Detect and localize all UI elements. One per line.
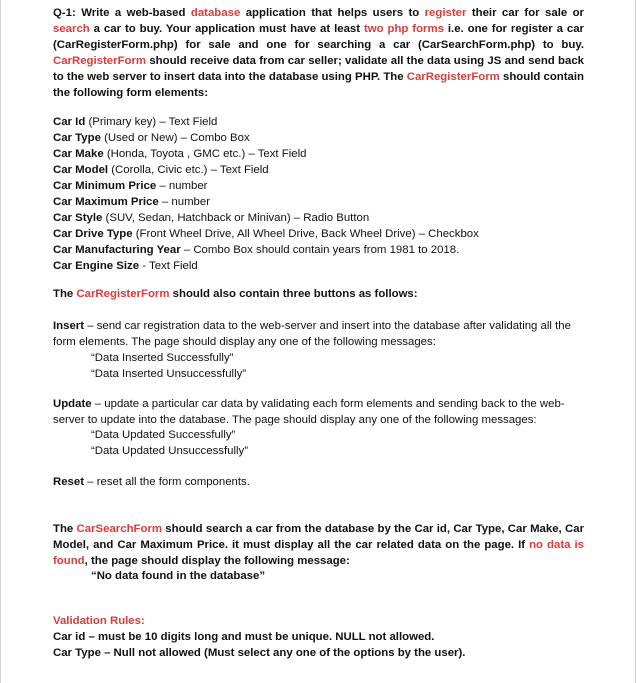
reset-label: Reset [53, 476, 85, 488]
question-text: their car for sale or [466, 7, 584, 19]
highlight-carregisterform: CarRegisterForm [76, 288, 170, 300]
update-messages [53, 427, 622, 459]
list-item: Car Id (Primary key) – Text Field [53, 116, 218, 128]
highlight-carsearchform: CarSearchForm [76, 523, 163, 535]
update-section [53, 396, 584, 428]
search-message [53, 568, 622, 584]
list-item: Car Minimum Price – number [53, 180, 208, 192]
question-text: Q-1: Write a web-based [53, 7, 191, 19]
highlight-search: search [53, 23, 90, 35]
insert-section [53, 318, 584, 350]
highlight-carregisterform: CarRegisterForm [406, 71, 500, 83]
list-item: Car Make (Honda, Toyota , GMC etc.) – Text Field [53, 148, 307, 160]
reset-section [53, 474, 584, 490]
insert-text: – send car registration data to the web-server and insert into the database after validating all the form elements. The page should display any one of the following messages: [53, 320, 571, 348]
highlight-register: register [424, 7, 467, 19]
reset-text: – reset all the form components. [84, 476, 250, 488]
list-item: Car Style (SUV, Sedan, Hatchback or Minivan) – Radio Button [53, 212, 370, 224]
list-item: Car Drive Type (Front Wheel Drive, All Wheel Drive, Back Wheel Drive) – Checkbox [53, 228, 479, 240]
list-item: Car Manufacturing Year – Combo Box should contain years from 1981 to 2018. [53, 244, 460, 256]
insert-label: Insert [53, 320, 85, 332]
search-paragraph: The CarSearchForm should search a car from the database by the Car id, Car Type, Car Make, Car Model, and Car Maximum Price. it must display all the car related data on the page. If no data is found, the page should display the following message: [53, 523, 585, 567]
question-text: application that helps users to [240, 7, 425, 19]
highlight-no-data-found: no data is found [53, 539, 584, 567]
highlight-two-php-forms: two php forms [363, 23, 444, 35]
update-text: – update a particular car data by validating each form elements and sending back to the web-server to update into the database. The page should display any one of the following messages: [53, 398, 565, 426]
list-item: Car Maximum Price – number [53, 196, 211, 208]
validation-rule: Car id – must be 10 digits long and must be unique. NULL not allowed. [53, 631, 435, 643]
question-text: should contain the following form elements: [53, 71, 584, 99]
update-failure-message: “Data Updated Unsuccessfully” [91, 445, 249, 457]
list-item: Car Model (Corolla, Civic etc.) – Text Field [53, 164, 269, 176]
highlight-database: database [190, 7, 241, 19]
insert-success-message: “Data Inserted Successfully” [91, 352, 234, 364]
insert-messages [53, 350, 622, 382]
validation-section [53, 613, 584, 661]
validation-title: Validation Rules: [53, 615, 145, 627]
validation-rule: Car Type – Null not allowed (Must select any one of the options by the user). [53, 647, 466, 659]
insert-failure-message: “Data Inserted Unsuccessfully” [91, 368, 247, 380]
question-paragraph [53, 5, 584, 101]
question-text: i.e. one for register a car (CarRegisterForm.php) for sale and one for searching a car (CarSearchForm.php) to buy. [53, 23, 584, 51]
buttons-intro: The CarRegisterForm should also contain three buttons as follows: [53, 288, 418, 300]
question-text: a car to buy. Your application must have at least [89, 23, 364, 35]
form-elements-list [53, 114, 584, 274]
no-data-message: “No data found in the database” [91, 570, 266, 582]
list-item: Car Type (Used or New) – Combo Box [53, 132, 250, 144]
update-success-message: “Data Updated Successfully” [91, 429, 236, 441]
highlight-carregisterform: CarRegisterForm [53, 55, 147, 67]
question-text: should receive data from car seller; validate all the data using JS and send back to the web server to insert data into the database using PHP. The [53, 55, 584, 83]
list-item: Car Engine Size - Text Field [53, 260, 198, 272]
update-label: Update [53, 398, 92, 410]
